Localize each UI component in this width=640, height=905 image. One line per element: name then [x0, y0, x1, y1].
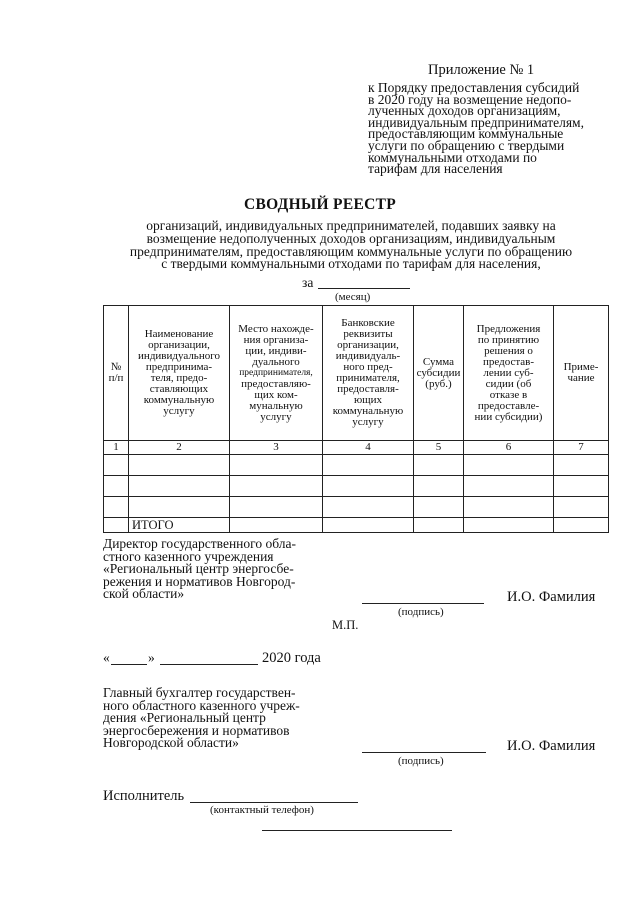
table-cell: [323, 497, 414, 518]
table-cell: [230, 455, 323, 476]
document-title: СВОДНЫЙ РЕЕСТР: [243, 196, 397, 213]
column-number: 4: [323, 441, 414, 455]
column-number: 6: [464, 441, 554, 455]
header-cell-bank-details: Банковские реквизиты организации, индивидуаль- ного пред- принимателя, предоставля- ющих коммунальную услугу: [323, 306, 414, 441]
date-quote-open: «: [103, 650, 110, 665]
date-month-line: [160, 664, 258, 665]
annex-line: тарифам для населения: [368, 161, 503, 177]
document-subtitle: [96, 220, 606, 271]
annex-line: лученных доходов организациям,: [368, 103, 561, 119]
executor-extra-line: [262, 830, 452, 831]
date-day-line: [111, 664, 147, 665]
period-prefix: за: [302, 275, 314, 290]
column-number: 3: [230, 441, 323, 455]
table-cell: [230, 518, 323, 533]
period-hint: (месяц): [335, 291, 371, 303]
annex-line: услуги по обращению с твердыми: [368, 137, 565, 153]
table-cell: [414, 476, 464, 497]
header-cell-name: Наименование организации, индивидуального предпринима- теля, предо- ставляющих коммунальную услугу: [129, 306, 230, 441]
table-row: [104, 455, 609, 476]
table-cell: [554, 497, 609, 518]
executor-phone-hint: (контактный телефон): [210, 804, 314, 816]
subtitle-line: возмещение недополученных доходов организациям, индивидуальным: [146, 230, 556, 246]
table-cell: [464, 497, 554, 518]
accountant-signature-hint: (подпись): [398, 755, 444, 767]
total-label: ИТОГО: [129, 518, 230, 533]
accountant-position: Главный бухгалтер государствен- ного областного казенного учреж- дения «Региональный центр энергосбережения и нормативов Новгородской области»: [103, 685, 300, 750]
table-cell: [104, 476, 129, 497]
table-cell: [129, 455, 230, 476]
executor-phone-line: [190, 802, 358, 803]
table-cell: [104, 455, 129, 476]
director-position: Директор государственного обла- стного казенного учреждения «Региональный центр энергосбе- режения и нормативов Новгород- ской области»: [103, 536, 296, 601]
header-cell-location: Место нахожде- ния организа- ции, индиви- дуального предпринимателя, предоставляю- щих ком- мунальную услугу: [230, 306, 323, 441]
stamp-placeholder: М.П.: [332, 618, 359, 632]
table-cell: [554, 455, 609, 476]
table-cell: [323, 455, 414, 476]
column-number: 7: [554, 441, 609, 455]
executor-label: Исполнитель: [103, 788, 185, 804]
header-cell-amount: Сумма субсидии (руб.): [414, 306, 464, 441]
director-signature-hint: (подпись): [398, 606, 444, 618]
accountant-signature-line: [362, 752, 486, 753]
table-cell: [129, 476, 230, 497]
director-name: И.О. Фамилия: [507, 589, 596, 605]
subtitle-line: предпринимателям, предоставляющим коммунальные услуги по обращению: [129, 243, 573, 259]
header-cell-proposals: Предложения по принятию решения о предостав- лении суб- сидии (об отказе в предоставле- нии субсидии): [464, 306, 554, 441]
annex-line: коммунальными отходами по: [368, 149, 537, 165]
accountant-name: И.О. Фамилия: [507, 738, 596, 754]
column-number-row: [104, 441, 609, 455]
table-cell: [323, 518, 414, 533]
table-cell: [104, 518, 129, 533]
table-cell: [554, 476, 609, 497]
annex-line: к Порядку предоставления субсидий: [368, 80, 580, 95]
annex-text: [368, 82, 608, 175]
annex-line: в 2020 году на возмещение недопо-: [368, 91, 572, 107]
table-cell: [230, 476, 323, 497]
table-cell: [464, 476, 554, 497]
annex-line: предоставляющим коммунальные: [368, 126, 564, 142]
column-number: 5: [414, 441, 464, 455]
date-year: 2020 года: [262, 650, 321, 666]
period-blank-line: [318, 288, 410, 289]
table-row: [104, 476, 609, 497]
table-cell: [230, 497, 323, 518]
date-quote-close: »: [148, 650, 155, 665]
table-cell: [414, 518, 464, 533]
register-table: [103, 305, 609, 533]
table-cell: [414, 497, 464, 518]
table-cell: [129, 497, 230, 518]
director-signature-line: [362, 603, 484, 604]
header-cell-number: № п/п: [104, 306, 129, 441]
total-row: [104, 518, 609, 533]
table-cell: [464, 518, 554, 533]
header-cell-note: Приме- чание: [554, 306, 609, 441]
annex-title: Приложение № 1: [428, 62, 535, 78]
header-row: [104, 306, 609, 441]
table-row: [104, 497, 609, 518]
annex-line: индивидуальным предпринимателям,: [368, 114, 584, 130]
table-cell: [464, 455, 554, 476]
table-cell: [554, 518, 609, 533]
column-number: 2: [129, 441, 230, 455]
column-number: 1: [104, 441, 129, 455]
subtitle-line: организаций, индивидуальных предпринимателей, подавших заявку на: [146, 218, 556, 233]
table-cell: [104, 497, 129, 518]
subtitle-line: с твердыми коммунальными отходами по тарифам для населения,: [161, 256, 541, 272]
table-cell: [414, 455, 464, 476]
table-cell: [323, 476, 414, 497]
